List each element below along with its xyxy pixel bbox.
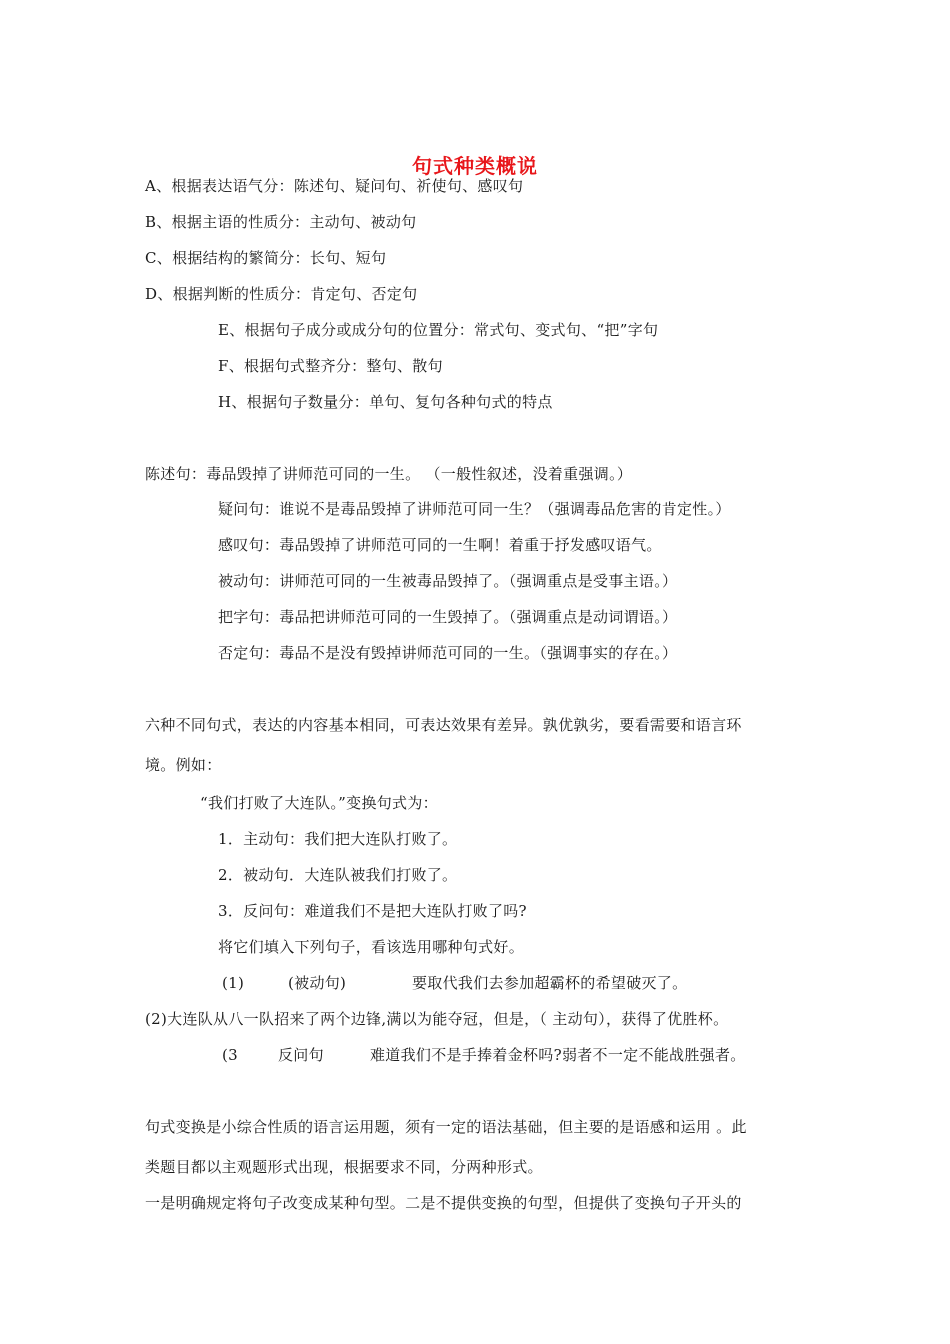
paragraph-line: 类题目都以主观题形式出现，根据要求不同，分两种形式。 — [145, 1158, 543, 1176]
classification-item-b: B、根据主语的性质分：主动句、被动句 — [145, 213, 417, 231]
exercise-3-text: 难道我们不是手捧着金杯吗?弱者不一定不能战胜强者。 — [370, 1046, 746, 1064]
paragraph-line: 句式变换是小综合性质的语言运用题，须有一定的语法基础，但主要的是语感和运用 。此 — [145, 1118, 747, 1136]
document-title: 句式种类概说 — [412, 154, 538, 178]
paragraph-line: 六种不同句式，表达的内容基本相同，可表达效果有差异。孰优孰劣，要看需要和语言环 — [145, 716, 742, 734]
example-passive: 被动句：讲师范可同的一生被毒品毁掉了。（强调重点是受事主语。） — [218, 572, 678, 590]
exercise-1-number: (1) — [222, 974, 245, 992]
example-interrogative: 疑问句：谁说不是毒品毁掉了讲师范可同一生？（强调毒品危害的肯定性。） — [218, 500, 731, 518]
exercise-1-answer: (被动句) — [288, 974, 347, 992]
transform-intro: “我们打败了大连队。”变换句式为： — [200, 794, 438, 812]
exercise-3-answer: 反问句 — [278, 1046, 324, 1064]
paragraph-line: 一是明确规定将句子改变成某种句型。二是不提供变换的句型，但提供了变换句子开头的 — [145, 1194, 742, 1212]
transform-item: 3．反问句：难道我们不是把大连队打败了吗? — [218, 902, 527, 920]
transform-item: 1．主动句：我们把大连队打败了。 — [218, 830, 458, 848]
classification-item-c: C、根据结构的繁简分：长句、短句 — [145, 249, 387, 267]
transform-prompt: 将它们填入下列句子，看该选用哪种句式好。 — [218, 938, 525, 956]
transform-item: 2．被动句．大连队被我们打败了。 — [218, 866, 458, 884]
classification-item-h: H、根据句子数量分：单句、复句各种句式的特点 — [218, 393, 553, 411]
example-declarative: 陈述句：毒品毁掉了讲师范可同的一生。 （一般性叙述，没着重强调。） — [145, 465, 633, 483]
paragraph-line: 境。例如： — [145, 756, 222, 774]
classification-item-f: F、根据句式整齐分：整句、散句 — [218, 357, 443, 375]
example-exclamatory: 感叹句：毒品毁掉了讲师范可同的一生啊！着重于抒发感叹语气。 — [218, 536, 662, 554]
example-ba-sentence: 把字句：毒品把讲师范可同的一生毁掉了。（强调重点是动词谓语。） — [218, 608, 678, 626]
classification-item-a: A、根据表达语气分：陈述句、疑问句、祈使句、感叹句 — [145, 177, 524, 195]
classification-item-e: E、根据句子成分或成分句的位置分：常式句、变式句、“把”字句 — [218, 321, 659, 339]
classification-item-d: D、根据判断的性质分：肯定句、否定句 — [145, 285, 418, 303]
exercise-3-number: (3 — [222, 1046, 238, 1064]
exercise-2: (2)大连队从八一队招来了两个边锋,满以为能夺冠，但是，（ 主动句），获得了优胜杯。 — [145, 1010, 729, 1028]
example-negative: 否定句：毒品不是没有毁掉讲师范可同的一生。（强调事实的存在。） — [218, 644, 678, 662]
exercise-1-text: 要取代我们去参加超霸杯的希望破灭了。 — [412, 974, 688, 992]
